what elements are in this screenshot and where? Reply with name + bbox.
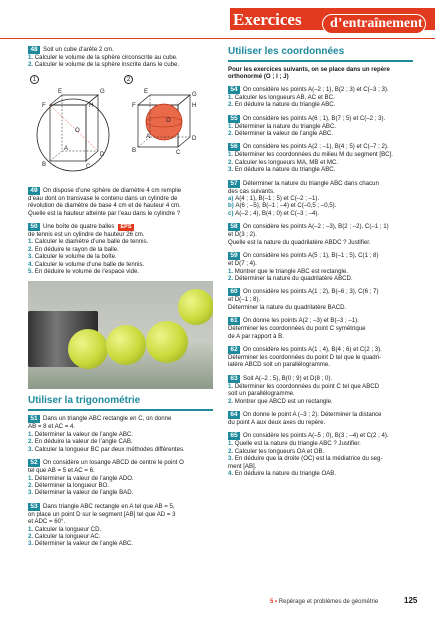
- exercise-58: 58 On considère les points A(–2 ; –3), B(2 ; –2), C(–1 ; 1) et D(3 ; 2). Quelle est la nature du quadrilatère ABDC ? Justifier.: [228, 223, 389, 246]
- vertex-label: A: [64, 144, 69, 152]
- exercise-number: 52: [28, 459, 40, 467]
- center-label: O: [75, 126, 80, 134]
- page-header: [0, 0, 435, 40]
- exercise-number: 53: [28, 503, 40, 511]
- exercise-number: 59: [228, 252, 240, 260]
- vertex-label: G: [100, 87, 105, 95]
- exercise-number: 58: [228, 223, 240, 231]
- tennis-ball: [68, 329, 108, 369]
- section-title-coordonnees: Utiliser les coordonnées: [228, 46, 413, 62]
- exercise-56: 56 On considère les points A(2 ; –1), B(4 ; 5) et C(–7 ; 2). 1. Déterminer les coordonnées du milieu M du segment [BC]. 2. Calculer les longueurs MA, MB et MC. 3. En déduire la nature du triangle ABC.: [228, 143, 393, 174]
- exercise-number: 64: [228, 411, 240, 419]
- exercise-number: 57: [228, 180, 240, 188]
- tennis-ball: [146, 321, 188, 363]
- vertex-label: B: [132, 146, 137, 154]
- exercise-54: 54 On considère les points A(–2 ; 1), B(2 ; 3) et C(–3 ; 3). 1. Calculer les longueurs AB, AC et BC. 2. En déduire la nature du triangle ABC.: [228, 85, 389, 109]
- header-title: Exercices: [233, 10, 302, 29]
- exercise-number: 65: [228, 432, 240, 440]
- exercise-63: 63 Soit A(–2 ; 5), B(0 ; 9) et D(8 ; 0). 1. Déterminer les coordonnées du point C tel que ABCD soit un parallélogramme. 2. Montrer que ABCD est un rectangle.: [228, 374, 380, 405]
- cube-sphere-drawings: [28, 75, 213, 183]
- vertex-label: F: [42, 101, 46, 109]
- exercise-60: 60 On considère les points A(1 ; 2), B(–6 ; 3), C(6 ; 7) et D(–1 ; 8). Déterminer la nature du quadrilatère BACD.: [228, 288, 379, 311]
- section-intro: Pour les exercices suivants, on se place dans un repère orthonormé (O ; I ; J): [228, 66, 390, 81]
- exercise-number: 61: [228, 317, 240, 325]
- exercise-64: 64 On donne le point A (–3 ; 2). Déterminer la distance du point A aux deux axes du repère.: [228, 410, 382, 426]
- exercise-number: 56: [228, 143, 240, 151]
- cube-front-face: [50, 105, 86, 161]
- footer-bullet: •: [275, 599, 278, 605]
- exercise-49: 49 On dispose d’une sphère de diamètre 4 cm remplie d’eau dont on transvase le contenu dans un cylindre de révolution de diamètre de base 4 cm et de hauteur 4 cm. Quelle est la hauteur atteinte par l’eau dans le cylindre ?: [28, 186, 182, 217]
- exercise-50: 50 Une boîte de quatre balles EPS de tennis est un cylindre de hauteur 26 cm. 1. Calculer le diamètre d’une balle de tennis. 2. En déduire le rayon de la balle. 3. Calculer le volume de la boîte. 4. Calculer le volume d’une balle de tennis. 5. En déduire le volume de l’espace vide.: [28, 223, 149, 276]
- section-title-trigonometrie: Utiliser la trigonométrie: [28, 395, 213, 411]
- tennis-balls-photo: [28, 281, 213, 389]
- exercise-number: 60: [228, 288, 240, 296]
- chapter-title: Repérage et problèmes de géométrie: [278, 599, 379, 605]
- tennis-ball: [106, 325, 146, 365]
- exercise-number: 49: [28, 187, 40, 195]
- chapter-number: 5: [270, 599, 274, 605]
- exercise-number: 50: [28, 223, 40, 231]
- exercise-53: 53 Dans triangle ABC rectangle en A tel que AB = 5, on place un point D sur le segment [AB] tel que AD = 3 et ADC = 60°. 1. Calculer la longueur CD. 2. Calculer la longueur AC. 3. Déterminer la valeur de l’angle ABC.: [28, 502, 176, 548]
- exercise-52: 52 On considère un losange ABCD de centre le point O tel que AB = 5 et AC = 6. 1. Déterminer la valeur de l’angle ADO. 2. Déterminer la longueur BO. 3. Déterminer la valeur de l’angle BAD.: [28, 459, 184, 497]
- vertex-label: H: [192, 101, 197, 109]
- exercise-55: 55 On considère les points A(6 ; 1), B(7 ; 5) et C(–2 ; 3). 1. Déterminer la nature du triangle ABC. 2. Déterminer la valeur de l’angle ABC.: [228, 114, 386, 138]
- vertex-label: D: [100, 150, 105, 158]
- exercise-number: 63: [228, 375, 240, 383]
- header-rule: [0, 38, 435, 39]
- exercise-number: 62: [228, 346, 240, 354]
- figure-number-2: 2: [124, 75, 133, 84]
- exercise-57: 57 Déterminer la nature du triangle ABC dans chacun des cas suivants. a) A(4 ; 1), B(–1 ; 5) et C(–2 ; –1). b) A(6 ; –5), B(–1 ; –4) et C(–0,5 ; –0,5). c) A(–2 ; 4), B(4 ; 0) et C(–3 ; –4).: [228, 179, 379, 217]
- exercise-62: 62 On considère les points A(1 ; 4), B(4 ; 6) et C(2 ; 3). Déterminer les coordonnées du point D tel que le quadri- latère ABCD soit un parallélogramme.: [228, 345, 382, 369]
- vertex-label: E: [144, 87, 149, 95]
- inscribed-sphere: [146, 104, 182, 140]
- exercise-59: 59 On considère les points A(5 ; 1), B(–1 ; 5), C(1 ; 8) et D(7 ; 4). 1. Montrer que le triangle ABC est rectangle. 2. Déterminer la nature du quadrilatère ABCD.: [228, 252, 379, 282]
- vertex-label: G: [192, 90, 197, 98]
- center-label: O: [166, 116, 171, 124]
- vertex-label: C: [86, 162, 91, 170]
- left-column: [28, 46, 213, 554]
- exercise-48: 48 Soit un cube d’arête 2 cm. 1. Calculer le volume de la sphère circonscrite au cube. 2. Calculer le volume de la sphère inscrite dans le cube.: [28, 46, 180, 69]
- exercise-number: 54: [228, 86, 240, 94]
- eps-badge: EPS: [120, 224, 132, 231]
- exercise-number: 55: [228, 115, 240, 123]
- vertex-label: B: [42, 160, 47, 168]
- header-subtitle: d’entraînement: [330, 16, 423, 31]
- tennis-ball: [178, 289, 213, 325]
- vertex-label: C: [176, 148, 181, 156]
- cube-figures: [28, 75, 213, 183]
- vertex-label: F: [132, 101, 136, 109]
- vertex-label: D: [192, 134, 197, 142]
- vertex-label: E: [58, 87, 63, 95]
- page-footer: [270, 598, 420, 606]
- vertex-label: A: [146, 132, 151, 140]
- exercise-51: 51 Dans un triangle ABC rectangle en C, on donne AB = 8 et AC = 4. 1. Déterminer la valeur de l’angle ABC. 2. En déduire la valeur de l’angle CAB. 3. Calculer la longueur BC par deux méthodes différentes.: [28, 415, 185, 453]
- exercise-number: 48: [28, 46, 40, 54]
- vertex-label: H: [89, 101, 94, 109]
- figure-number-1: 1: [30, 75, 39, 84]
- exercise-61: 61 On donne les points A(2 ; –3) et B(–3 ; –1). Déterminer les coordonnées du point C symétrique de A par rapport à B.: [228, 317, 366, 340]
- right-column: [228, 46, 413, 483]
- exercise-65: 65 On considère les points A(–5 ; 0), B(3 ; –4) et C(2 ; 4). 1. Quelle est la nature du triangle ABC ? Justifier. 2. Calculer les longueurs OA et OB. 3. En déduire que la droite (OC) est la médiatrice du seg- ment [AB]. 4. En déduire la nature du triangle OAB.: [228, 432, 389, 477]
- exercise-number: 51: [28, 415, 40, 423]
- page-number: 125: [404, 596, 418, 605]
